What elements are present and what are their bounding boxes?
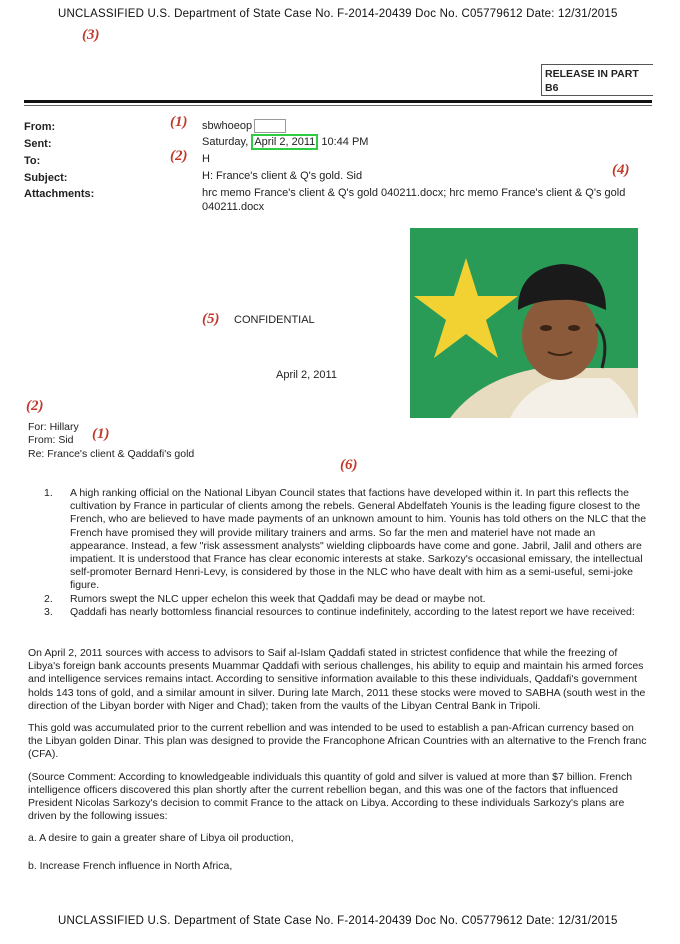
list-item bbox=[44, 593, 648, 606]
paragraph-issue-b: b. Increase French influence in North Africa, bbox=[28, 859, 233, 872]
list-item bbox=[44, 487, 648, 593]
from-text: sbwhoeop bbox=[202, 119, 253, 132]
marker-1-memo: (1) bbox=[92, 426, 110, 442]
portrait-image bbox=[410, 228, 638, 418]
header-rule-thick bbox=[24, 100, 652, 103]
confidential-label: CONFIDENTIAL bbox=[234, 314, 315, 326]
sent-day: Saturday, bbox=[202, 136, 249, 148]
release-stamp bbox=[541, 64, 653, 96]
memo-date: April 2, 2011 bbox=[276, 369, 337, 381]
list-text: A high ranking official on the National Libyan Council states that factions have developed within it. In part this reflects the cultivation by France in particular of clients among the rebels. General Abdelfateh Younis is the leading figure closest to the French, who are believed to have made payments of an unknown amount to him. Younis has told others on the NLC that the French have promised they will provide military trainers and arms. So far the men and materiel have not made an appearance. Instead, a few "risk assessment analysts" wielding clipboards have come and gone. Jabril, Jalil and others are impatient. It is understood that France has clear economic interests at stake. Sarkozy's occasional emissary, the intellectual self-promoter Bernard Henri-Levy, is considered by those in the NLC who have dealt with him as a semi-useful, semi-joke figure. bbox=[70, 487, 647, 592]
subject-value: H: France's client & Q's gold. Sid bbox=[202, 170, 363, 182]
body-paragraphs bbox=[28, 647, 648, 882]
list-number: 3. bbox=[44, 605, 53, 618]
list-item bbox=[44, 606, 648, 619]
marker-2-memo: (2) bbox=[26, 398, 44, 414]
list-text: Qaddafi has nearly bottomless financial resources to continue indefinitely, according to the latest report we have received: bbox=[70, 605, 635, 618]
paragraph-issue-a: a. A desire to gain a greater share of Libya oil production, bbox=[28, 832, 294, 845]
header-rule-thin bbox=[24, 105, 652, 106]
memo-re: Re: France's client & Qaddafi's gold bbox=[28, 448, 195, 460]
marker-2-top: (2) bbox=[170, 148, 188, 164]
list-number: 2. bbox=[44, 592, 53, 605]
subject-label: Subject: bbox=[24, 172, 68, 184]
sent-label: Sent: bbox=[24, 138, 52, 150]
marker-6: (6) bbox=[340, 457, 358, 473]
attachments-value: hrc memo France's client & Q's gold 040211.docx; hrc memo France's client & Q's gold 040211.docx bbox=[202, 187, 626, 213]
from-value bbox=[202, 119, 286, 133]
to-value: H bbox=[202, 153, 210, 165]
sent-date-highlight: April 2, 2011 bbox=[251, 134, 318, 150]
paragraph-source-comment: (Source Comment: According to knowledgeable individuals this quantity of gold and silver is valued at more than $7 billion. French intelligence officers discovered this plan shortly after the current rebellion began, and this was one of the factors that influenced President Nicolas Sarkozy's decision to commit France to the attack on Libya. According to these individuals Sarkozy's plans are driven by the following issues: bbox=[28, 770, 633, 823]
sent-value bbox=[202, 136, 368, 148]
attachments-label: Attachments: bbox=[24, 188, 95, 200]
marker-3: (3) bbox=[82, 27, 100, 43]
marker-1-top: (1) bbox=[170, 114, 188, 130]
to-label: To: bbox=[24, 155, 41, 167]
redaction-box bbox=[254, 119, 286, 133]
marker-5: (5) bbox=[202, 311, 220, 327]
gaddafi-photo bbox=[410, 228, 638, 418]
from-label: From: bbox=[24, 121, 56, 133]
list-text: Rumors swept the NLC upper echelon this week that Qaddafi may be dead or maybe not. bbox=[70, 592, 486, 605]
release-line2: B6 bbox=[545, 82, 559, 94]
list-number: 1. bbox=[44, 487, 53, 499]
doc-footer: UNCLASSIFIED U.S. Department of State Case No. F-2014-20439 Doc No. C05779612 Date: 12/31/2015 bbox=[58, 915, 618, 927]
memo-for: For: Hillary bbox=[28, 421, 79, 433]
release-line1: RELEASE IN PART bbox=[545, 68, 639, 80]
doc-header: UNCLASSIFIED U.S. Department of State Case No. F-2014-20439 Doc No. C05779612 Date: 12/31/2015 bbox=[58, 8, 618, 20]
sent-time: 10:44 PM bbox=[321, 136, 369, 148]
paragraph-pan-african: This gold was accumulated prior to the current rebellion and was intended to be used to establish a pan-African currency based on the Libyan golden Dinar. This plan was designed to provide the Francophone African Countries with an alternative to the French franc (CFA). bbox=[28, 722, 647, 761]
paragraph-gold-stocks: On April 2, 2011 sources with access to advisors to Saif al-Islam Qaddafi stated in strictest confidence that while the freezing of Libya's foreign bank accounts presents Muammar Qaddafi with serious challenges, his ability to equip and maintain his armed forces and intelligence services remains intact. According to sensitive information available to this these individuals, Qaddafi's government holds 143 tons of gold, and a similar amount in silver. During late March, 2011 these stocks were moved to SABHA (south west in the direction of the Libyan border with Niger and Chad); taken from the vaults of the Libyan Central Bank in Tripoli. bbox=[28, 647, 646, 712]
memo-from: From: Sid bbox=[28, 434, 74, 446]
marker-4: (4) bbox=[612, 162, 630, 178]
numbered-list bbox=[44, 487, 648, 619]
